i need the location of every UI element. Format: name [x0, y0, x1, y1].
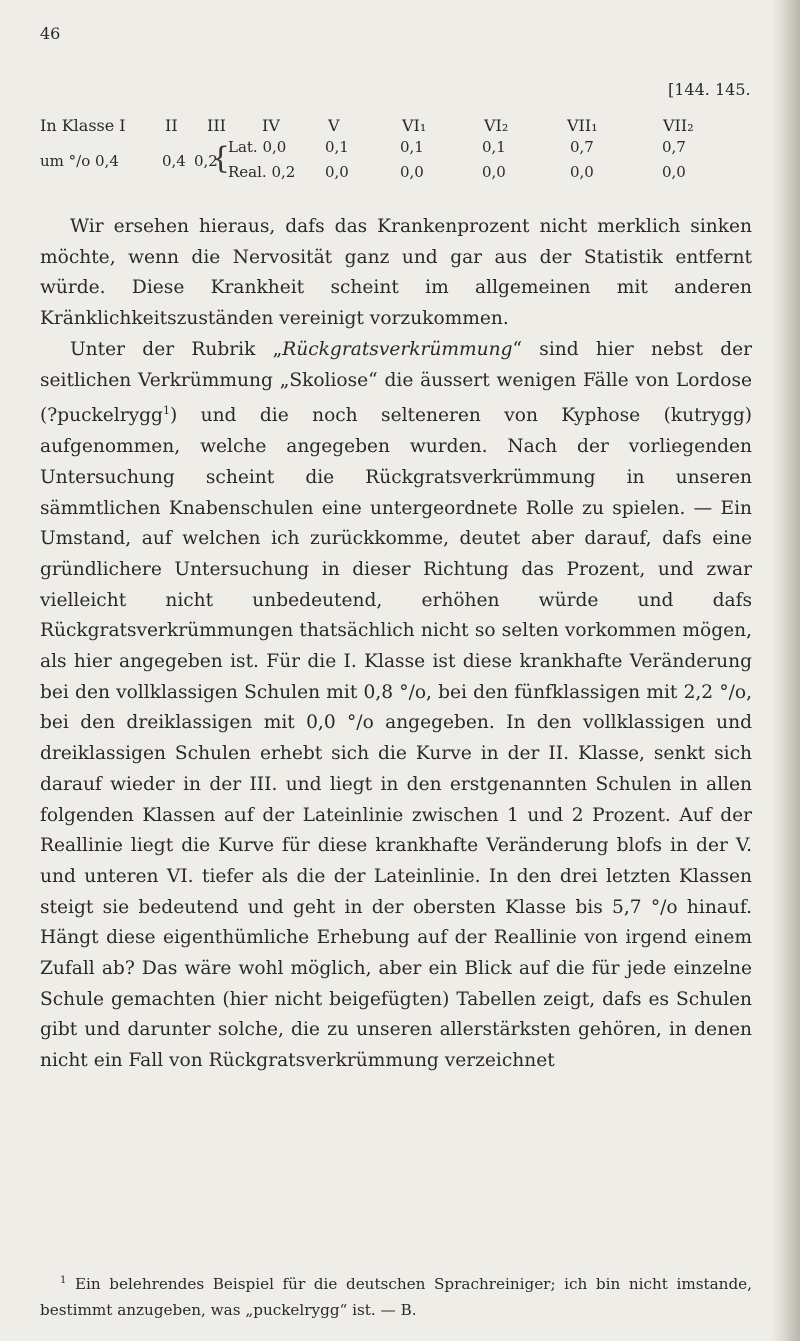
- row-label-percent: um °/o 0,4: [40, 152, 119, 170]
- page-number: 46: [40, 24, 61, 43]
- page-reference: [144. 145.: [668, 80, 751, 99]
- cell-col7-real: 0,0: [482, 163, 506, 181]
- cell-col8-real: 0,0: [570, 163, 594, 181]
- cell-col6-lat: 0,1: [400, 138, 424, 156]
- paragraph-2: [40, 335, 752, 1077]
- col-head-2: II: [165, 116, 178, 135]
- cell-col6-real: 0,0: [400, 163, 424, 181]
- cell-col7-lat: 0,1: [482, 138, 506, 156]
- cell-col9-real: 0,0: [662, 163, 686, 181]
- page-edge-shadow: [772, 0, 800, 1341]
- col-head-7: VI₂: [484, 116, 509, 135]
- cell-col8-lat: 0,7: [570, 138, 594, 156]
- row-label-klasse: In Klasse I: [40, 116, 126, 135]
- cell-col4-real: Real. 0,2: [228, 163, 296, 181]
- paragraph-1: Wir ersehen hieraus, dafs das Krankenprozent nicht merklich sinken möchte, wenn die Nervosität ganz und gar aus der Statistik entfernt würde. Diese Krankheit scheint im allgemeinen mit anderen Kränklichkeitszuständen vereinigt vorzukommen.: [40, 216, 752, 330]
- col-head-4: IV: [262, 116, 280, 135]
- brace-symbol: {: [211, 141, 231, 176]
- body-text: [40, 212, 752, 1077]
- footnote-reference[interactable]: 1: [162, 404, 170, 418]
- paragraph-2-mid: “ sind hier nebst der seitlichen Verkrümmung „Skoliose“ die äussert wenigen Fälle von Lordose (?puckelrygg: [40, 338, 752, 427]
- footnote-mark: 1: [60, 1275, 67, 1286]
- cell-col5-lat: 0,1: [325, 138, 349, 156]
- paragraph-2-end: ) und die noch selteneren von Kyphose (kutrygg) aufgenommen, welche angegeben wurden. Nach der vorliegenden Untersuchung scheint die Rückgratsverkrümmung in unseren sämmtlichen Knabenschulen eine untergeordnete Rolle zu spielen. — Ein Umstand, auf welchen ich zurückkomme, deutet aber darauf, dafs eine gründlichere Untersuchung in dieser Richtung das Prozent, und zwar vielleicht nicht unbedeutend, erhöhen würde und dafs Rückgratsverkrümmungen thatsächlich nicht so selten vorkommen mögen, als hier angegeben ist. Für die I. Klasse ist diese krankhafte Veränderung bei den vollklassigen Schulen mit 0,8 °/o, bei den fünfklassigen mit 2,2 °/o, bei den dreiklassigen mit 0,0 °/o angegeben. In den vollklassigen und dreiklassigen Schulen erhebt sich die Kurve in der II. Klasse, senkt sich darauf wieder in der III. und liegt in den erstgenannten Schulen in allen folgenden Klassen auf der Lateinlinie zwischen 1 und 2 Prozent. Auf der Reallinie liegt die Kurve für diese krankhafte Veränderung blofs in der V. und unteren VI. tiefer als die der Lateinlinie. In den drei letzten Klassen steigt sie bedeutend und geht in der obersten Klasse bis 5,7 °/o hinauf. Hängt diese eigenthümliche Erhebung auf der Reallinie von irgend einem Zufall ab? Das wäre wohl möglich, aber ein Blick auf die für jede einzelne Schule gemachten (hier nicht beigefügten) Tabellen zeigt, dafs es Schulen gibt und darunter solche, die zu unseren allerstärksten gehören, in denen nicht ein Fall von Rückgratsverkrümmung verzeichnet: [40, 405, 752, 1072]
- cell-col5-real: 0,0: [325, 163, 349, 181]
- cell-col9-lat: 0,7: [662, 138, 686, 156]
- footnote-text: Ein belehrendes Beispiel für die deutschen Sprachreiniger; ich bin nicht imstande, bestimmt anzugeben, was „puckelrygg“ ist. — B.: [40, 1275, 752, 1320]
- cell-col4-lat: Lat. 0,0: [228, 138, 287, 156]
- col-head-9: VII₂: [663, 116, 694, 135]
- col-head-6: VI₁: [402, 116, 427, 135]
- paragraph-2-start: Unter der Rubrik „: [70, 338, 283, 360]
- col-head-3: III: [207, 116, 226, 135]
- cell-col2: 0,4: [162, 152, 186, 170]
- col-head-8: VII₁: [567, 116, 598, 135]
- cell-col3: 0,2: [194, 152, 218, 170]
- footnote: [40, 1268, 752, 1323]
- rubric-term: Rückgratsverkrümmung: [282, 338, 513, 360]
- col-head-5: V: [328, 116, 340, 135]
